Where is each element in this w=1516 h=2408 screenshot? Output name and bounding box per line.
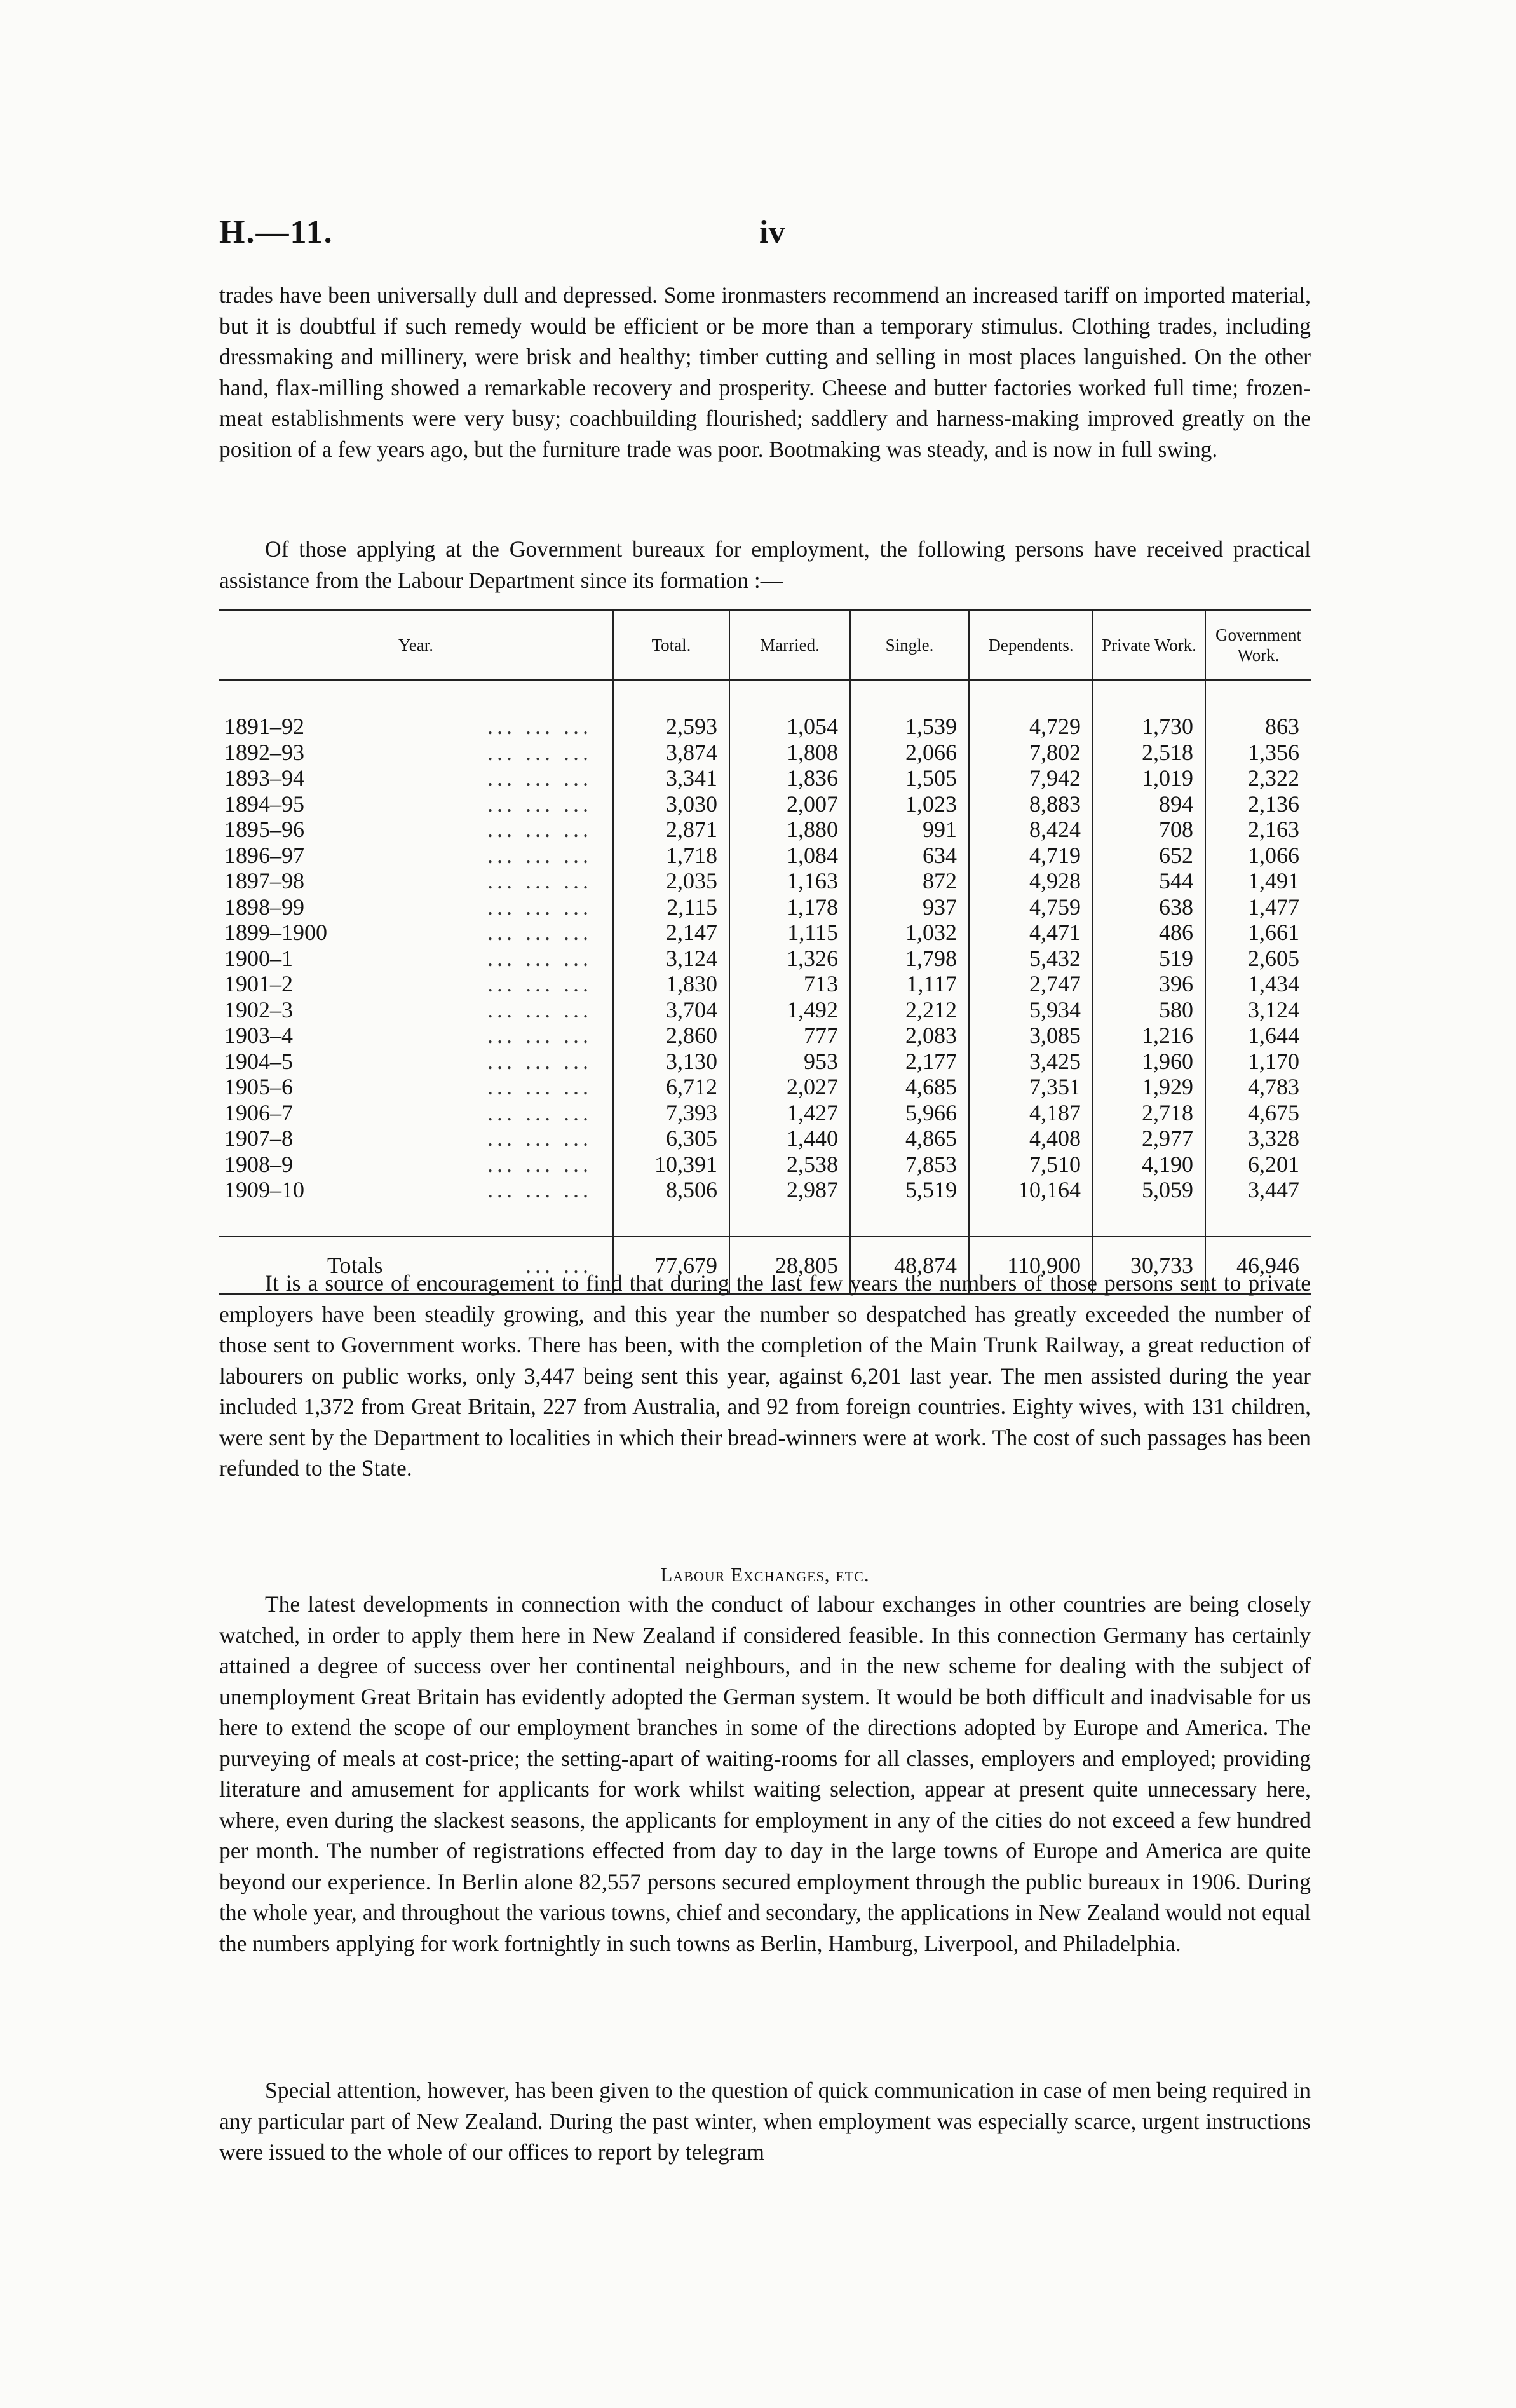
cell-government: 1,356: [1205, 740, 1311, 766]
table-row: [219, 1023, 1311, 1049]
table-row: [219, 1100, 1311, 1126]
cell-total: 7,393: [613, 1100, 729, 1126]
year-cell: [219, 946, 613, 972]
totals-total: 77,679: [613, 1237, 729, 1295]
cell-dependents: 5,934: [969, 997, 1093, 1023]
cell-dependents: 7,802: [969, 740, 1093, 766]
cell-single: 5,966: [850, 1100, 969, 1126]
cell-government: 4,675: [1205, 1100, 1311, 1126]
table-row: [219, 1126, 1311, 1152]
year-label: 1894–95: [224, 791, 304, 817]
cell-dependents: 7,510: [969, 1152, 1093, 1178]
cell-married: 713: [729, 971, 850, 997]
year-cell: [219, 843, 613, 869]
leader-dots: ... ... ...: [487, 894, 592, 920]
year-cell: [219, 791, 613, 817]
table-row: [219, 843, 1311, 869]
table-row: [219, 765, 1311, 791]
cell-single: 2,177: [850, 1049, 969, 1075]
paragraph-trades: [219, 280, 1311, 465]
cell-government: 4,783: [1205, 1074, 1311, 1100]
paragraph-encouragement: [219, 1268, 1311, 1484]
cell-married: 2,987: [729, 1177, 850, 1203]
paragraph-text: It is a source of encouragement to find that during the last few years the numbers of those persons sent to private employers have been steadily growing, and this year the number so despatched has greatly exceeded the number of those sent to Government works. There has been, with the completion of the Main Trunk Railway, a great reduction of labourers on public works, only 3,447 being sent this year, against 6,201 last year. The men assisted during the year included 1,372 from Great Britain, 227 from Australia, and 92 from foreign countries. Eighty wives, with 131 children, were sent by the Department to localities in which their bread-winners were at work. The cost of such passages has been refunded to the State.: [219, 1270, 1311, 1481]
leader-dots: ... ... ...: [487, 920, 592, 946]
header-single: Single.: [850, 610, 969, 681]
leader-dots: ... ... ...: [487, 842, 592, 868]
cell-dependents: 5,432: [969, 946, 1093, 972]
cell-private: 708: [1093, 817, 1205, 843]
table-row: [219, 1049, 1311, 1075]
leader-dots: ... ... ...: [487, 1048, 592, 1074]
year-cell: [219, 740, 613, 766]
table-row: [219, 714, 1311, 740]
cell-single: 1,798: [850, 946, 969, 972]
cell-dependents: 7,351: [969, 1074, 1093, 1100]
leader-dots: ... ... ...: [487, 1099, 592, 1126]
document-reference: H.—11.: [219, 214, 334, 250]
section-heading: Labour Exchanges, etc.: [660, 1563, 870, 1586]
year-label: 1908–9: [224, 1151, 293, 1177]
cell-government: 2,163: [1205, 817, 1311, 843]
cell-private: 1,929: [1093, 1074, 1205, 1100]
cell-total: 2,593: [613, 714, 729, 740]
cell-married: 1,880: [729, 817, 850, 843]
cell-total: 3,030: [613, 791, 729, 817]
cell-private: 2,518: [1093, 740, 1205, 766]
year-label: 1904–5: [224, 1048, 293, 1074]
paragraph-text: Special attention, however, has been given to the question of quick communication in case of men being required in any particular part of New Zealand. During the past winter, when employment was especially scarce, urgent instructions were issued to the whole of our offices to report by telegram: [219, 2078, 1311, 2165]
paragraph-special-attention: [219, 2075, 1311, 2168]
cell-private: 638: [1093, 894, 1205, 920]
cell-single: 5,519: [850, 1177, 969, 1203]
totals-private: 30,733: [1093, 1237, 1205, 1295]
paragraph-text: Of those applying at the Government bureaux for employment, the following persons have received practical assistance from the Labour Department since its formation :—: [219, 536, 1311, 593]
leader-dots: ... ... ...: [487, 765, 592, 791]
cell-married: 953: [729, 1049, 850, 1075]
leader-dots: ... ... ...: [487, 739, 592, 765]
cell-private: 1,730: [1093, 714, 1205, 740]
cell-total: 8,506: [613, 1177, 729, 1203]
cell-total: 2,147: [613, 920, 729, 946]
leader-dots: ... ... ...: [487, 1074, 592, 1100]
table-header-row: [219, 610, 1311, 681]
table-row: [219, 920, 1311, 946]
cell-dependents: 4,187: [969, 1100, 1093, 1126]
cell-government: 863: [1205, 714, 1311, 740]
cell-private: 1,216: [1093, 1023, 1205, 1049]
year-cell: [219, 997, 613, 1023]
cell-single: 1,505: [850, 765, 969, 791]
cell-government: 2,322: [1205, 765, 1311, 791]
totals-dependents: 110,900: [969, 1237, 1093, 1295]
year-label: 1903–4: [224, 1023, 293, 1049]
cell-government: 6,201: [1205, 1152, 1311, 1178]
table-row: [219, 791, 1311, 817]
cell-married: 1,178: [729, 894, 850, 920]
table-row: [219, 894, 1311, 920]
table-spacer-row: [219, 680, 1311, 714]
year-label: 1895–96: [224, 817, 304, 843]
cell-married: 1,326: [729, 946, 850, 972]
year-label: 1906–7: [224, 1099, 293, 1126]
cell-total: 3,124: [613, 946, 729, 972]
cell-dependents: 3,085: [969, 1023, 1093, 1049]
assistance-table: [219, 609, 1311, 1295]
year-label: 1902–3: [224, 997, 293, 1023]
cell-dependents: 7,942: [969, 765, 1093, 791]
header-government-work: Government Work.: [1205, 610, 1311, 681]
cell-total: 6,712: [613, 1074, 729, 1100]
cell-total: 2,115: [613, 894, 729, 920]
cell-single: 937: [850, 894, 969, 920]
cell-dependents: 8,883: [969, 791, 1093, 817]
totals-government: 46,946: [1205, 1237, 1311, 1295]
cell-married: 2,007: [729, 791, 850, 817]
year-label: 1892–93: [224, 739, 304, 765]
table-row: [219, 997, 1311, 1023]
cell-total: 3,341: [613, 765, 729, 791]
year-cell: [219, 1074, 613, 1100]
cell-dependents: 3,425: [969, 1049, 1093, 1075]
table-row: [219, 1152, 1311, 1178]
table-row: [219, 971, 1311, 997]
leader-dots: ... ... ...: [487, 791, 592, 817]
year-cell: [219, 1152, 613, 1178]
year-label: 1896–97: [224, 842, 304, 868]
year-cell: [219, 971, 613, 997]
year-cell: [219, 817, 613, 843]
cell-dependents: 10,164: [969, 1177, 1093, 1203]
cell-private: 2,977: [1093, 1126, 1205, 1152]
cell-dependents: 4,719: [969, 843, 1093, 869]
cell-dependents: 4,729: [969, 714, 1093, 740]
cell-government: 3,328: [1205, 1126, 1311, 1152]
year-label: 1897–98: [224, 868, 304, 894]
cell-single: 1,117: [850, 971, 969, 997]
cell-single: 634: [850, 843, 969, 869]
table-row: [219, 946, 1311, 972]
cell-married: 2,027: [729, 1074, 850, 1100]
cell-private: 580: [1093, 997, 1205, 1023]
totals-married: 28,805: [729, 1237, 850, 1295]
cell-single: 1,539: [850, 714, 969, 740]
cell-private: 894: [1093, 791, 1205, 817]
year-label: 1905–6: [224, 1074, 293, 1100]
cell-government: 1,661: [1205, 920, 1311, 946]
year-label: 1901–2: [224, 971, 293, 997]
cell-married: 1,427: [729, 1100, 850, 1126]
cell-government: 1,644: [1205, 1023, 1311, 1049]
paragraph-text: The latest developments in connection with the conduct of labour exchanges in other countries are being closely watched, in order to apply them here in New Zealand if considered feasible. In this connection Germany has certainly attained a degree of success over her continental neighbours, and in the new scheme for dealing with the subject of unemployment Great Britain has evidently adopted the German system. It would be both difficult and inadvisable for us here to extend the scope of our employment branches in some of the directions adopted by Europe and America. The purveying of meals at cost-price; the setting-apart of waiting-rooms for all classes, employers and employed; providing literature and amusement for applicants for work whilst waiting selection, appear at present quite unnecessary here, where, even during the slackest seasons, the applicants for employment in any of the cities do not exceed a few hundred per month. The number of registrations effected from day to day in the large towns of Europe and America are quite beyond our experience. In Berlin alone 82,557 persons secured employment through the public bureaux in 1906. During the whole year, and throughout the various towns, chief and secondary, the applications in New Zealand would not equal the numbers applying for work fortnightly in such towns as Berlin, Hamburg, Liverpool, and Philadelphia.: [219, 1591, 1311, 1956]
cell-private: 519: [1093, 946, 1205, 972]
cell-private: 396: [1093, 971, 1205, 997]
cell-married: 1,084: [729, 843, 850, 869]
cell-total: 3,704: [613, 997, 729, 1023]
table-row: [219, 1074, 1311, 1100]
year-cell: [219, 1126, 613, 1152]
leader-dots: ... ... ...: [487, 817, 592, 843]
cell-government: 1,066: [1205, 843, 1311, 869]
cell-private: 1,019: [1093, 765, 1205, 791]
table-body: [219, 680, 1311, 1237]
page-number: iv: [759, 214, 785, 250]
cell-government: 2,605: [1205, 946, 1311, 972]
cell-dependents: 8,424: [969, 817, 1093, 843]
cell-married: 2,538: [729, 1152, 850, 1178]
year-cell: [219, 920, 613, 946]
year-label: 1900–1: [224, 945, 293, 971]
cell-single: 872: [850, 868, 969, 894]
year-cell: [219, 894, 613, 920]
cell-private: 652: [1093, 843, 1205, 869]
table-row: [219, 817, 1311, 843]
cell-married: 1,163: [729, 868, 850, 894]
cell-total: 6,305: [613, 1126, 729, 1152]
header-total: Total.: [613, 610, 729, 681]
leader-dots: ... ... ...: [487, 1151, 592, 1177]
header-dependents: Dependents.: [969, 610, 1093, 681]
year-label: 1899–1900: [224, 920, 327, 946]
cell-total: 1,830: [613, 971, 729, 997]
cell-married: 1,115: [729, 920, 850, 946]
leader-dots: ... ... ...: [487, 997, 592, 1023]
paragraph-text: trades have been universally dull and depressed. Some ironmasters recommend an increased tariff on imported material, but it is doubtful if such remedy would be efficient or be more than a temporary stimulus. Clothing trades, including dressmaking and millinery, were brisk and healthy; timber cutting and selling in most places languished. On the other hand, flax-milling showed a remarkable recovery and prosperity. Cheese and butter factories worked full time; frozen-meat establishments were very busy; coachbuilding flourished; saddlery and harness-making improved greatly on the position of a few years ago, but the furniture trade was poor. Bootmaking was steady, and is now in full swing.: [219, 282, 1311, 462]
cell-single: 4,865: [850, 1126, 969, 1152]
cell-government: 1,491: [1205, 868, 1311, 894]
cell-private: 1,960: [1093, 1049, 1205, 1075]
year-label: 1907–8: [224, 1126, 293, 1152]
totals-label: Totals: [327, 1252, 383, 1278]
year-cell: [219, 1177, 613, 1203]
cell-single: 2,066: [850, 740, 969, 766]
assistance-table-wrapper: [219, 609, 1311, 1295]
cell-married: 777: [729, 1023, 850, 1049]
cell-dependents: 4,759: [969, 894, 1093, 920]
year-label: 1898–99: [224, 894, 304, 920]
cell-government: 1,434: [1205, 971, 1311, 997]
year-label: 1909–10: [224, 1177, 304, 1203]
cell-government: 1,477: [1205, 894, 1311, 920]
table-row: [219, 1177, 1311, 1203]
leader-dots: ... ... ...: [487, 945, 592, 971]
header-private-work: Private Work.: [1093, 610, 1205, 681]
header-year: Year.: [219, 610, 613, 681]
header-married: Married.: [729, 610, 850, 681]
table-row: [219, 740, 1311, 766]
cell-single: 991: [850, 817, 969, 843]
cell-government: 3,447: [1205, 1177, 1311, 1203]
paragraph-table-intro: [219, 534, 1311, 595]
cell-single: 2,083: [850, 1023, 969, 1049]
cell-total: 3,874: [613, 740, 729, 766]
leader-dots: ... ... ...: [487, 1023, 592, 1049]
table-spacer-row: [219, 1203, 1311, 1237]
year-cell: [219, 868, 613, 894]
year-cell: [219, 1049, 613, 1075]
cell-total: 10,391: [613, 1152, 729, 1178]
cell-government: 3,124: [1205, 997, 1311, 1023]
leader-dots: ... ... ...: [487, 1177, 592, 1203]
cell-single: 4,685: [850, 1074, 969, 1100]
cell-single: 1,023: [850, 791, 969, 817]
cell-private: 5,059: [1093, 1177, 1205, 1203]
paragraph-labour-exchanges: [219, 1589, 1311, 1959]
year-cell: [219, 765, 613, 791]
year-label: 1893–94: [224, 765, 304, 791]
cell-dependents: 2,747: [969, 971, 1093, 997]
totals-single: 48,874: [850, 1237, 969, 1295]
cell-private: 4,190: [1093, 1152, 1205, 1178]
leader-dots: ... ... ...: [487, 1126, 592, 1152]
cell-total: 2,860: [613, 1023, 729, 1049]
year-cell: [219, 714, 613, 740]
cell-total: 1,718: [613, 843, 729, 869]
cell-private: 2,718: [1093, 1100, 1205, 1126]
cell-total: 3,130: [613, 1049, 729, 1075]
cell-dependents: 4,471: [969, 920, 1093, 946]
cell-married: 1,440: [729, 1126, 850, 1152]
cell-government: 2,136: [1205, 791, 1311, 817]
cell-dependents: 4,928: [969, 868, 1093, 894]
leader-dots: ... ... ...: [487, 714, 592, 740]
cell-private: 544: [1093, 868, 1205, 894]
cell-single: 7,853: [850, 1152, 969, 1178]
leader-dots: ... ... ...: [487, 971, 592, 997]
cell-government: 1,170: [1205, 1049, 1311, 1075]
cell-married: 1,054: [729, 714, 850, 740]
leader-dots: ... ... ...: [487, 868, 592, 894]
table-row: [219, 868, 1311, 894]
cell-total: 2,871: [613, 817, 729, 843]
year-label: 1891–92: [224, 714, 304, 740]
cell-total: 2,035: [613, 868, 729, 894]
cell-dependents: 4,408: [969, 1126, 1093, 1152]
cell-single: 1,032: [850, 920, 969, 946]
cell-married: 1,492: [729, 997, 850, 1023]
cell-single: 2,212: [850, 997, 969, 1023]
totals-dots: ... ...: [525, 1252, 592, 1278]
year-cell: [219, 1100, 613, 1126]
cell-married: 1,808: [729, 740, 850, 766]
cell-married: 1,836: [729, 765, 850, 791]
cell-private: 486: [1093, 920, 1205, 946]
year-cell: [219, 1023, 613, 1049]
